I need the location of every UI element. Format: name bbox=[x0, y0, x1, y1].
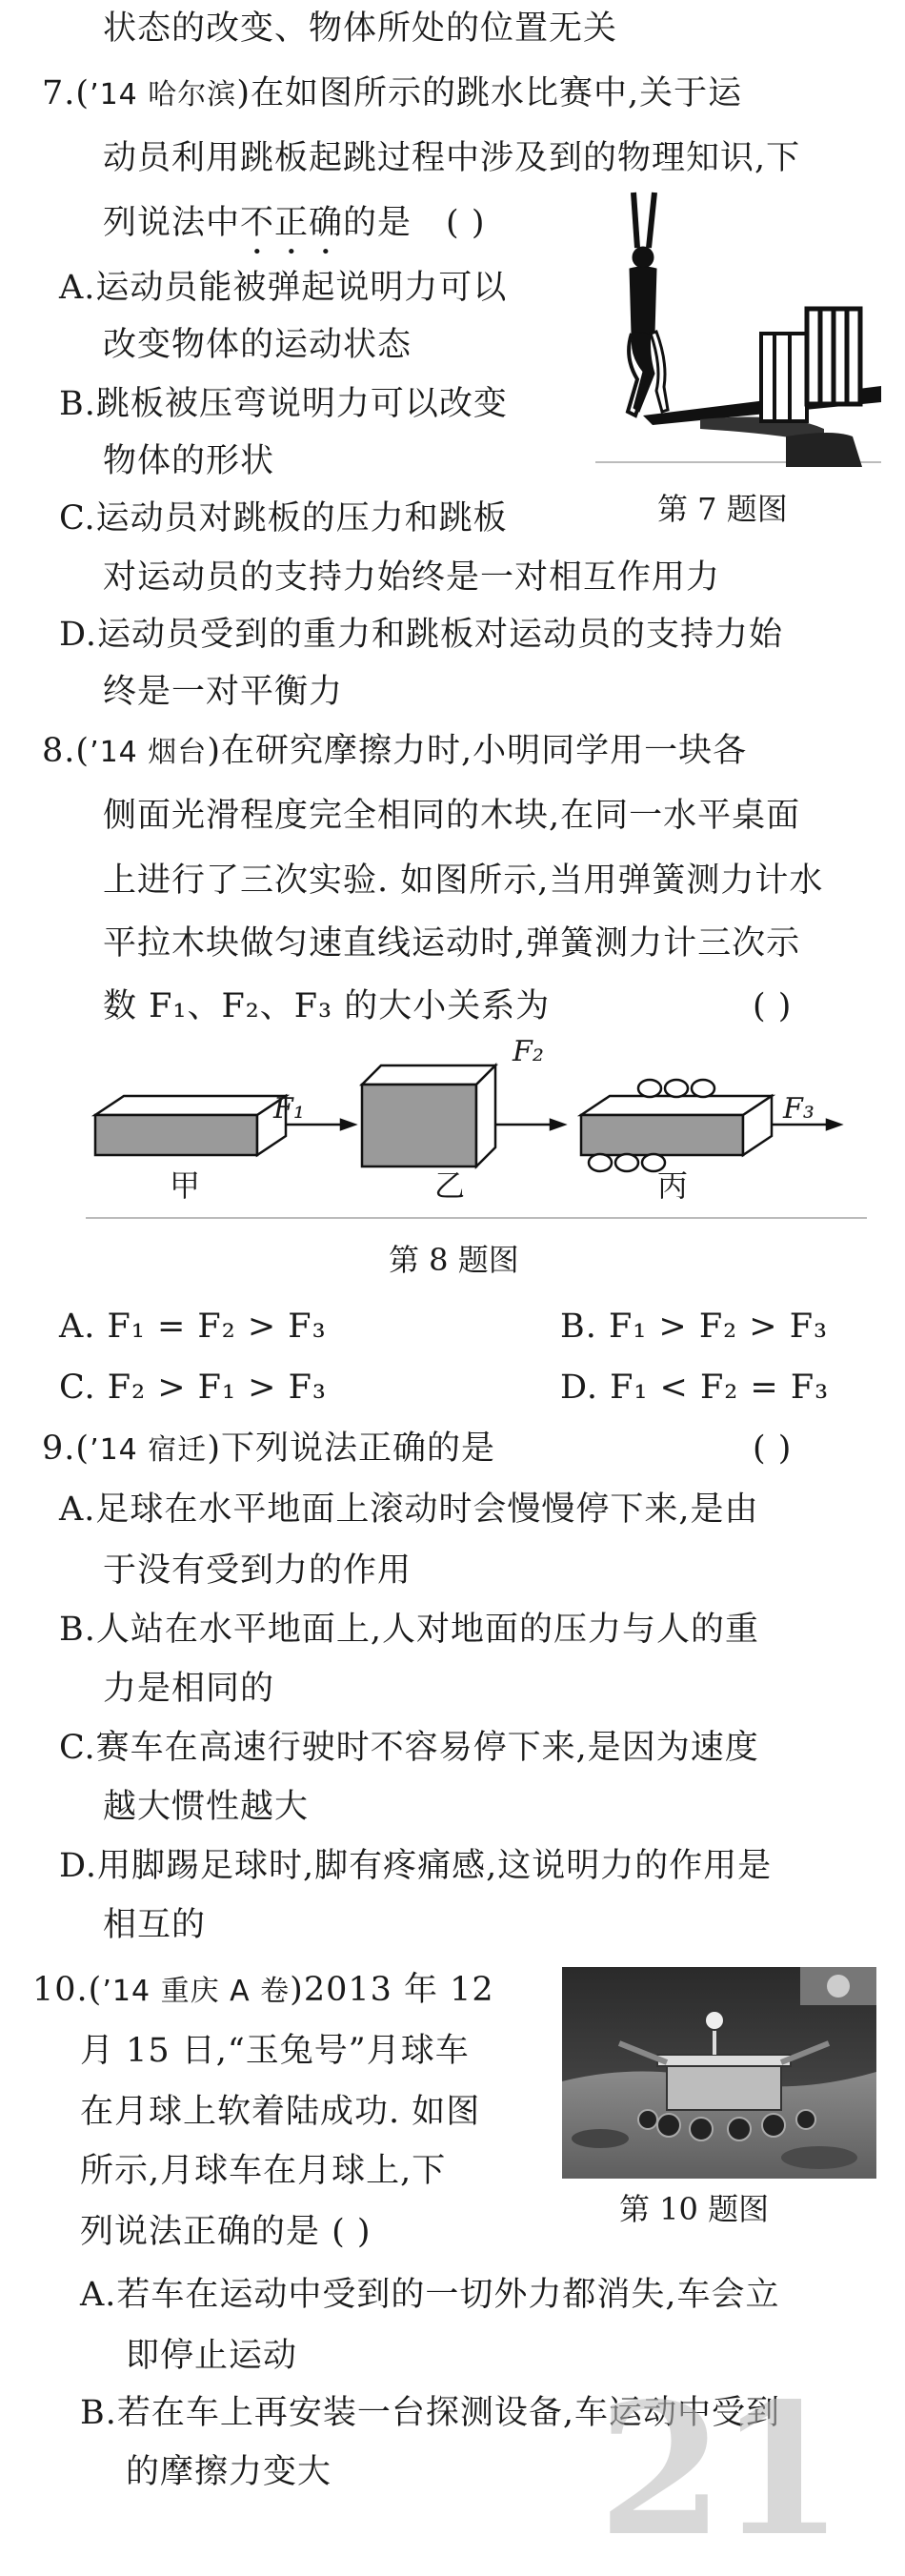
q7-figure-caption: 第 7 题图 bbox=[657, 491, 788, 527]
q10-figure-caption: 第 10 题图 bbox=[619, 2191, 770, 2227]
diver-figure bbox=[595, 191, 881, 467]
q8-stem-line4: 平拉木块做匀速直线运动时,弹簧测力计三次示 bbox=[103, 924, 801, 963]
q7-option-a: A.运动员能被弹起说明力可以 bbox=[59, 269, 508, 307]
q8-option-b: B. F₁ > F₂ > F₃ bbox=[560, 1308, 829, 1346]
q8-stem-line2: 侧面光滑程度完全相同的木块,在同一水平桌面 bbox=[103, 797, 801, 835]
page-number: 21 bbox=[597, 2363, 838, 2576]
q7-stem-line2: 动员利用跳板起跳过程中涉及到的物理知识,下 bbox=[103, 139, 801, 177]
q10-option-b-cont: 的摩擦力变大 bbox=[126, 2453, 332, 2491]
q9-option-d-cont: 相互的 bbox=[103, 1906, 207, 1944]
lunar-rover-photo bbox=[562, 1967, 876, 2179]
q9-answer-paren: ( ) bbox=[753, 1430, 793, 1468]
q10-stem-line5: 列说法正确的是 ( ) bbox=[80, 2213, 372, 2251]
q7-stem-line3: 列说法中不正确的是 ( ) bbox=[103, 204, 486, 242]
force-label-f3: F₃ bbox=[783, 1092, 814, 1126]
q8-option-d: D. F₁ < F₂ = F₃ bbox=[560, 1369, 830, 1407]
force-label-f1: F₁ bbox=[273, 1092, 305, 1126]
q7-option-c-cont: 对运动员的支持力始终是一对相互作用力 bbox=[103, 558, 721, 597]
q10-stem-line1: 10.(’14 重庆 A 卷)2013 年 12 bbox=[32, 1971, 494, 2009]
q9-option-a-cont: 于没有受到力的作用 bbox=[103, 1552, 412, 1590]
q7-option-b: B.跳板被压弯说明力可以改变 bbox=[59, 385, 508, 423]
q10-option-a: A.若车在运动中受到的一切外力都消失,车会立 bbox=[80, 2276, 780, 2314]
q9-option-b: B.人站在水平地面上,人对地面的压力与人的重 bbox=[59, 1611, 759, 1649]
q10-stem-line2: 月 15 日,“玉兔号”月球车 bbox=[80, 2032, 470, 2070]
q7-option-d: D.运动员受到的重力和跳板对运动员的支持力始 bbox=[59, 616, 783, 654]
friction-figure bbox=[86, 1037, 867, 1247]
q10-option-b: B.若在车上再安装一台探测设备,车运动中受到 bbox=[80, 2394, 780, 2432]
label-yi: 乙 bbox=[434, 1167, 466, 1204]
q9-option-a: A.足球在水平地面上滚动时会慢慢停下来,是由 bbox=[59, 1491, 759, 1529]
q10-option-a-cont: 即停止运动 bbox=[126, 2337, 298, 2375]
label-jia: 甲 bbox=[170, 1167, 201, 1204]
q9-option-c: C.赛车在高速行驶时不容易停下来,是因为速度 bbox=[59, 1729, 759, 1767]
q7-stem-line1: 7.(’14 哈尔滨)在如图所示的跳水比赛中,关于运 bbox=[42, 74, 743, 112]
q7-option-c: C.运动员对跳板的压力和跳板 bbox=[59, 499, 508, 538]
q9-option-d: D.用脚踢足球时,脚有疼痛感,这说明力的作用是 bbox=[59, 1847, 773, 1885]
q8-figure-caption: 第 8 题图 bbox=[389, 1242, 519, 1278]
force-label-f2: F₂ bbox=[513, 1035, 544, 1068]
q7-option-a-cont: 改变物体的运动状态 bbox=[103, 326, 412, 364]
q10-stem-line4: 所示,月球车在月球上,下 bbox=[80, 2152, 447, 2190]
continuation-line: 状态的改变、物体所处的位置无关 bbox=[103, 10, 618, 48]
q10-stem-line3: 在月球上软着陆成功. 如图 bbox=[80, 2093, 481, 2131]
q8-answer-paren: ( ) bbox=[753, 987, 793, 1025]
q9-option-c-cont: 越大惯性越大 bbox=[103, 1788, 310, 1826]
q8-stem-line1: 8.(’14 烟台)在研究摩擦力时,小明同学用一块各 bbox=[42, 732, 748, 770]
q9-stem: 9.(’14 宿迁)下列说法正确的是 bbox=[42, 1430, 495, 1468]
label-bing: 丙 bbox=[657, 1167, 689, 1204]
q7-option-d-cont: 终是一对平衡力 bbox=[103, 673, 344, 711]
q8-option-c: C. F₂ > F₁ > F₃ bbox=[59, 1369, 327, 1407]
q9-option-b-cont: 力是相同的 bbox=[103, 1670, 275, 1708]
q8-option-a: A. F₁ = F₂ > F₃ bbox=[59, 1308, 327, 1346]
q7-option-b-cont: 物体的形状 bbox=[103, 442, 275, 480]
q8-stem-line5: 数 F₁、F₂、F₃ 的大小关系为 bbox=[103, 987, 551, 1025]
q8-stem-line3: 上进行了三次实验. 如图所示,当用弹簧测力计水 bbox=[103, 862, 824, 900]
